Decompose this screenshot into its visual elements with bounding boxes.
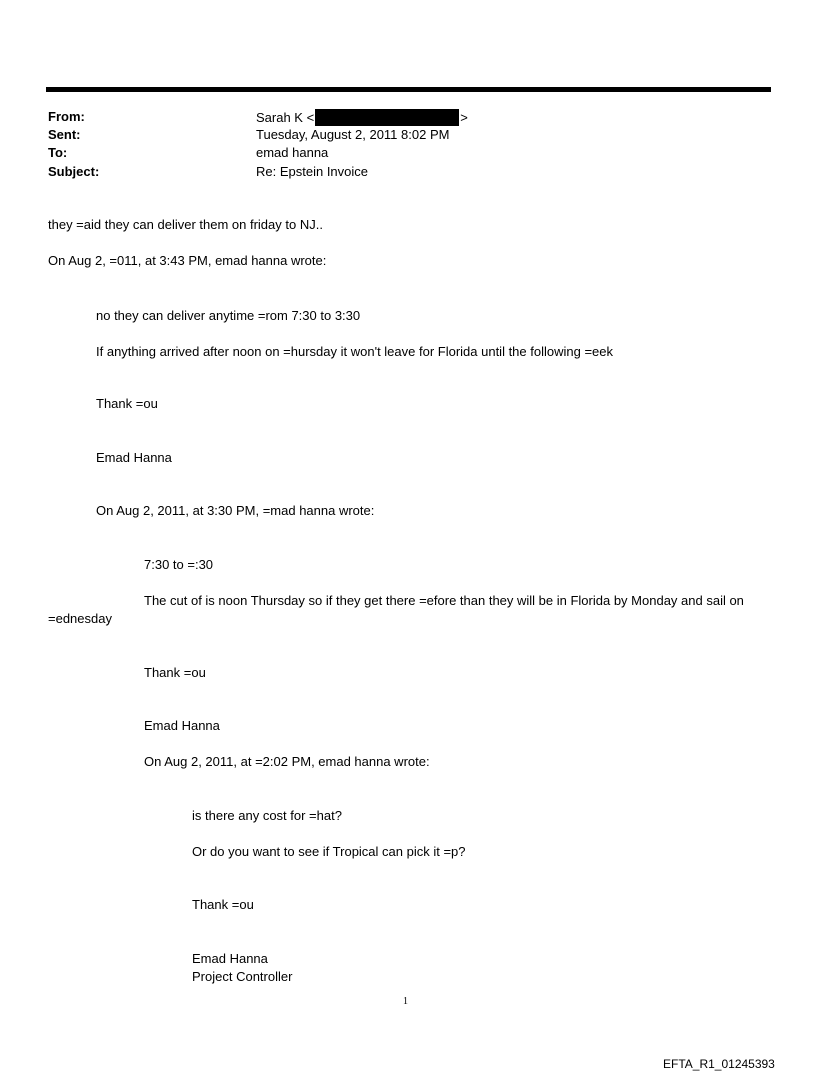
header-divider: [46, 87, 771, 92]
quote3-signature-name: Emad Hanna: [192, 951, 268, 966]
subject-label: Subject:: [48, 164, 100, 179]
subject-value: Re: Epstein Invoice: [256, 164, 369, 179]
quote1-signature: Emad Hanna: [96, 450, 172, 465]
quote1-line2: If anything arrived after noon on =hursday it won't leave for Florida until the following =eek: [96, 344, 614, 359]
quote2-line1: 7:30 to =:30: [144, 557, 214, 572]
page-number: 1: [403, 996, 408, 1007]
quote2-signature: Emad Hanna: [144, 718, 220, 733]
sent-value: Tuesday, August 2, 2011 8:02 PM: [256, 127, 450, 142]
document-id: EFTA_R1_01245393: [663, 1057, 775, 1071]
quote1-thanks: Thank =ou: [96, 396, 158, 411]
quote1-line1: no they can deliver anytime =rom 7:30 to 3:30: [96, 308, 361, 323]
to-value: emad hanna: [256, 145, 329, 160]
sent-label: Sent:: [48, 127, 81, 142]
to-label: To:: [48, 145, 68, 160]
quote3-line1: is there any cost for =hat?: [192, 808, 342, 823]
redaction-box: [315, 109, 459, 126]
from-value: [256, 109, 468, 126]
reply-line: they =aid they can deliver them on friday to NJ..: [48, 217, 323, 232]
quote2-line2b: =ednesday: [48, 611, 112, 626]
from-label: From:: [48, 109, 85, 124]
quote2-attribution: On Aug 2, 2011, at 3:30 PM, =mad hanna wrote:: [96, 503, 375, 518]
quote3-line2: Or do you want to see if Tropical can pick it =p?: [192, 844, 466, 859]
from-email-close: >: [460, 110, 468, 125]
quote1-attribution: On Aug 2, =011, at 3:43 PM, emad hanna wrote:: [48, 253, 327, 268]
quote2-thanks: Thank =ou: [144, 665, 206, 680]
from-name: Sarah K <: [256, 110, 315, 125]
quote3-signature-title: Project Controller: [192, 969, 293, 984]
quote3-attribution: On Aug 2, 2011, at =2:02 PM, emad hanna wrote:: [144, 754, 430, 769]
quote2-line2a: The cut of is noon Thursday so if they get there =efore than they will be in Florida by Monday and sail on: [144, 593, 744, 608]
quote3-thanks: Thank =ou: [192, 897, 254, 912]
